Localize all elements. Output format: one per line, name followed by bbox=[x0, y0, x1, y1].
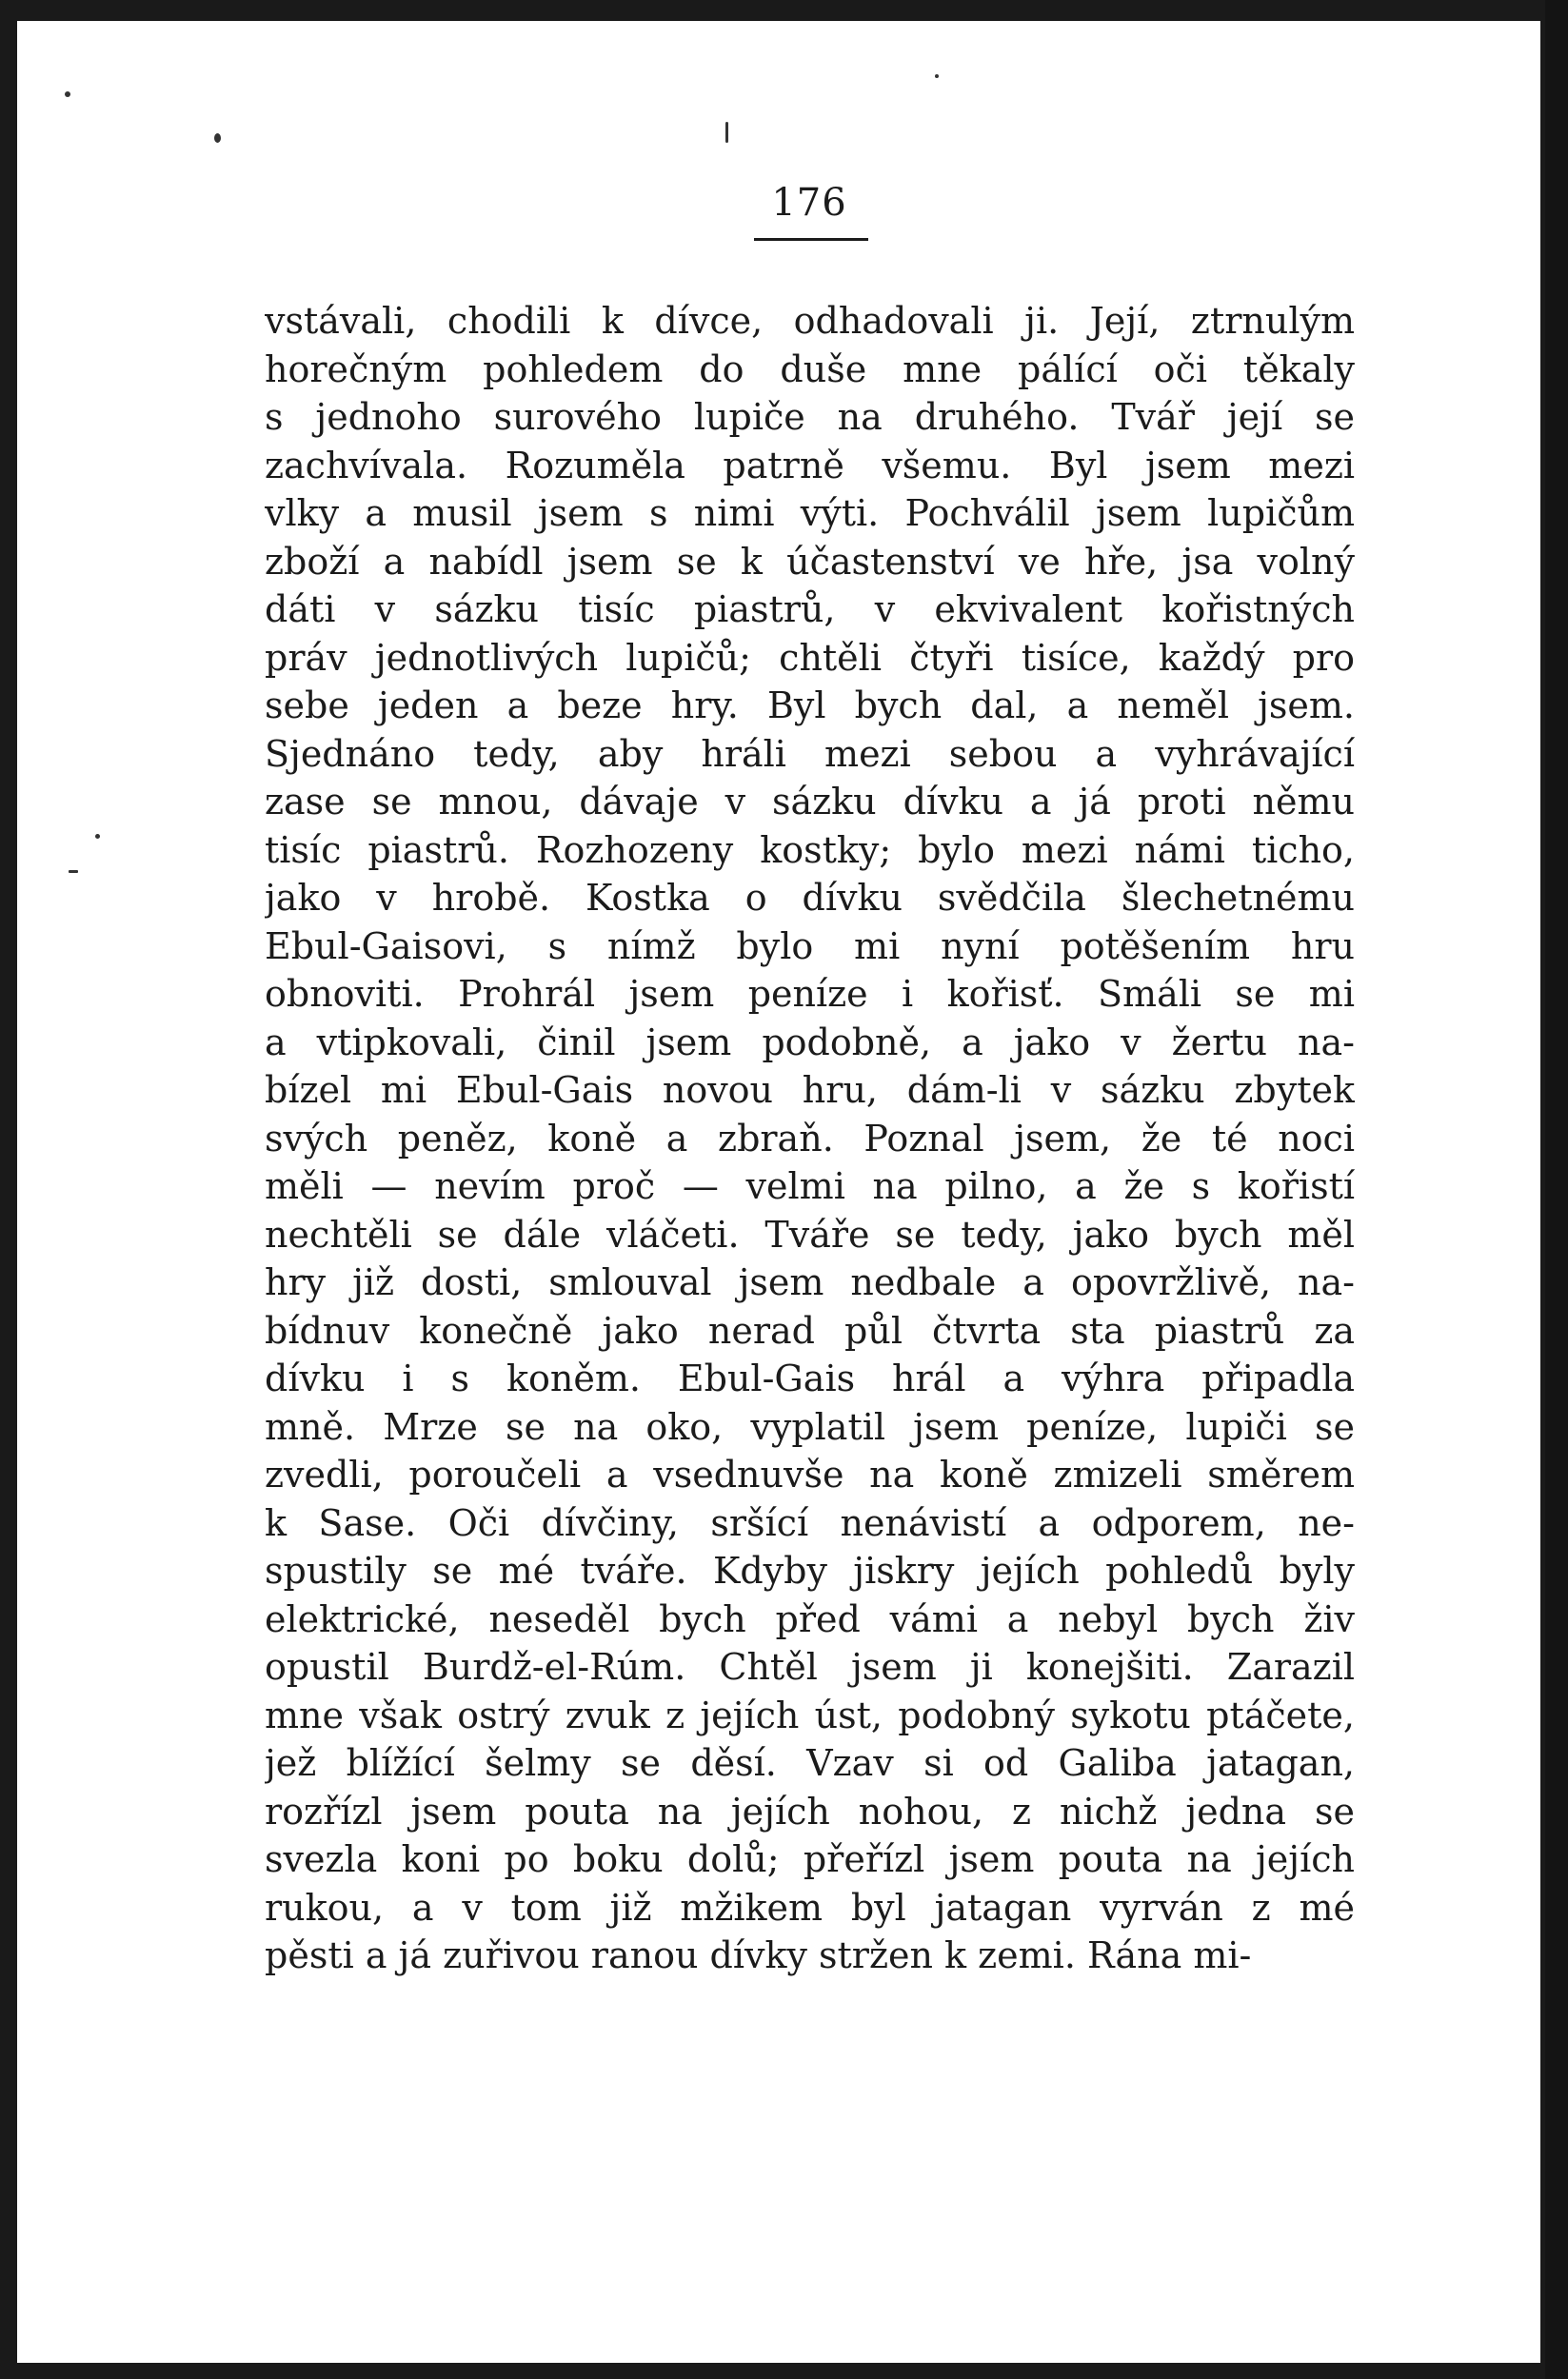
text-line: zase se mnou, dávaje v sázku dívku a já proti němu bbox=[265, 781, 1355, 823]
text-line: vlky a musil jsem s nimi výti. Pochválil jsem lupičům bbox=[265, 492, 1355, 534]
text-line: zachvívala. Rozuměla patrně všemu. Byl jsem mezi bbox=[265, 444, 1355, 486]
text-line: svých peněz, koně a zbraň. Poznal jsem, že té noci bbox=[265, 1117, 1355, 1160]
text-line: měli — nevím proč — velmi na pilno, a že s kořistí bbox=[265, 1165, 1355, 1207]
text-line: rukou, a v tom již mžikem byl jatagan vyrván z mé bbox=[265, 1886, 1355, 1929]
page-number-underline bbox=[754, 238, 868, 241]
text-line: a vtipkovali, činil jsem podobně, a jako v žertu na- bbox=[265, 1021, 1355, 1063]
page-edge-shadow bbox=[1545, 0, 1568, 2379]
text-line: mne však ostrý zvuk z jejích úst, podobný sykotu ptáčete, bbox=[265, 1694, 1355, 1736]
dust-speck bbox=[69, 870, 78, 873]
text-line: dáti v sázku tisíc piastrů, v ekvivalent kořistných bbox=[265, 588, 1355, 630]
page-number: 176 bbox=[771, 181, 847, 225]
text-line: Sjednáno tedy, aby hráli mezi sebou a vyhrávající bbox=[265, 732, 1355, 775]
text-line: mně. Mrze se na oko, vyplatil jsem peníze, lupiči se bbox=[265, 1405, 1355, 1448]
text-line: Ebul-Gaisovi, s nímž bylo mi nyní potěšením hru bbox=[265, 924, 1355, 967]
text-line: svezla koni po boku dolů; přeřízl jsem pouta na jejích bbox=[265, 1838, 1355, 1880]
text-line: práv jednotlivých lupičů; chtěli čtyři tisíce, každý pro bbox=[265, 636, 1355, 679]
dust-speck bbox=[65, 91, 70, 97]
text-line: spustily se mé tváře. Kdyby jiskry jejích pohledů byly bbox=[265, 1550, 1355, 1592]
text-line: horečným pohledem do duše mne pálící oči těkaly bbox=[265, 347, 1355, 390]
text-line: zvedli, poroučeli a vsednuvše na koně zmizeli směrem bbox=[265, 1454, 1355, 1496]
text-line: k Sase. Oči dívčiny, sršící nenávistí a odporem, ne- bbox=[265, 1501, 1355, 1544]
text-line: sebe jeden a beze hry. Byl bych dal, a neměl jsem. bbox=[265, 684, 1355, 726]
text-line: rozřízl jsem pouta na jejích nohou, z nichž jedna se bbox=[265, 1790, 1355, 1833]
dust-speck bbox=[214, 133, 221, 143]
text-line: bídnuv konečně jako nerad půl čtvrta sta piastrů za bbox=[265, 1309, 1355, 1352]
text-line: s jednoho surového lupiče na druhého. Tvář její se bbox=[265, 396, 1355, 438]
dust-speck bbox=[935, 74, 939, 78]
dust-speck bbox=[95, 834, 100, 839]
text-line: opustil Burdž-el-Rúm. Chtěl jsem ji konejšiti. Zarazil bbox=[265, 1646, 1355, 1688]
dust-speck bbox=[725, 122, 728, 143]
text-line: zboží a nabídl jsem se k účastenství ve hře, jsa volný bbox=[265, 540, 1355, 583]
body-text bbox=[265, 297, 1355, 1980]
text-line: tisíc piastrů. Rozhozeny kostky; bylo mezi námi ticho, bbox=[265, 828, 1355, 871]
text-line: pěsti a já zuřivou ranou dívky stržen k zemi. Rána mi- bbox=[265, 1934, 1252, 1976]
text-line: dívku i s koněm. Ebul-Gais hrál a výhra připadla bbox=[265, 1358, 1355, 1399]
text-line: nechtěli se dále vláčeti. Tváře se tedy, jako bych měl bbox=[265, 1213, 1355, 1256]
text-line: hry již dosti, smlouval jsem nedbale a opovržlivě, na- bbox=[265, 1261, 1355, 1303]
text-line: obnoviti. Prohrál jsem peníze i kořisť. Smáli se mi bbox=[265, 973, 1355, 1015]
text-line: jež blížící šelmy se děsí. Vzav si od Galiba jatagan, bbox=[265, 1742, 1355, 1784]
text-line: jako v hrobě. Kostka o dívku svědčila šlechetnému bbox=[265, 877, 1355, 919]
text-line: bízel mi Ebul-Gais novou hru, dám-li v sázku zbytek bbox=[265, 1069, 1355, 1111]
text-line: vstávali, chodili k dívce, odhadovali ji. Její, ztrnulým bbox=[265, 300, 1355, 342]
text-line: elektrické, neseděl bych před vámi a nebyl bych živ bbox=[265, 1597, 1355, 1640]
